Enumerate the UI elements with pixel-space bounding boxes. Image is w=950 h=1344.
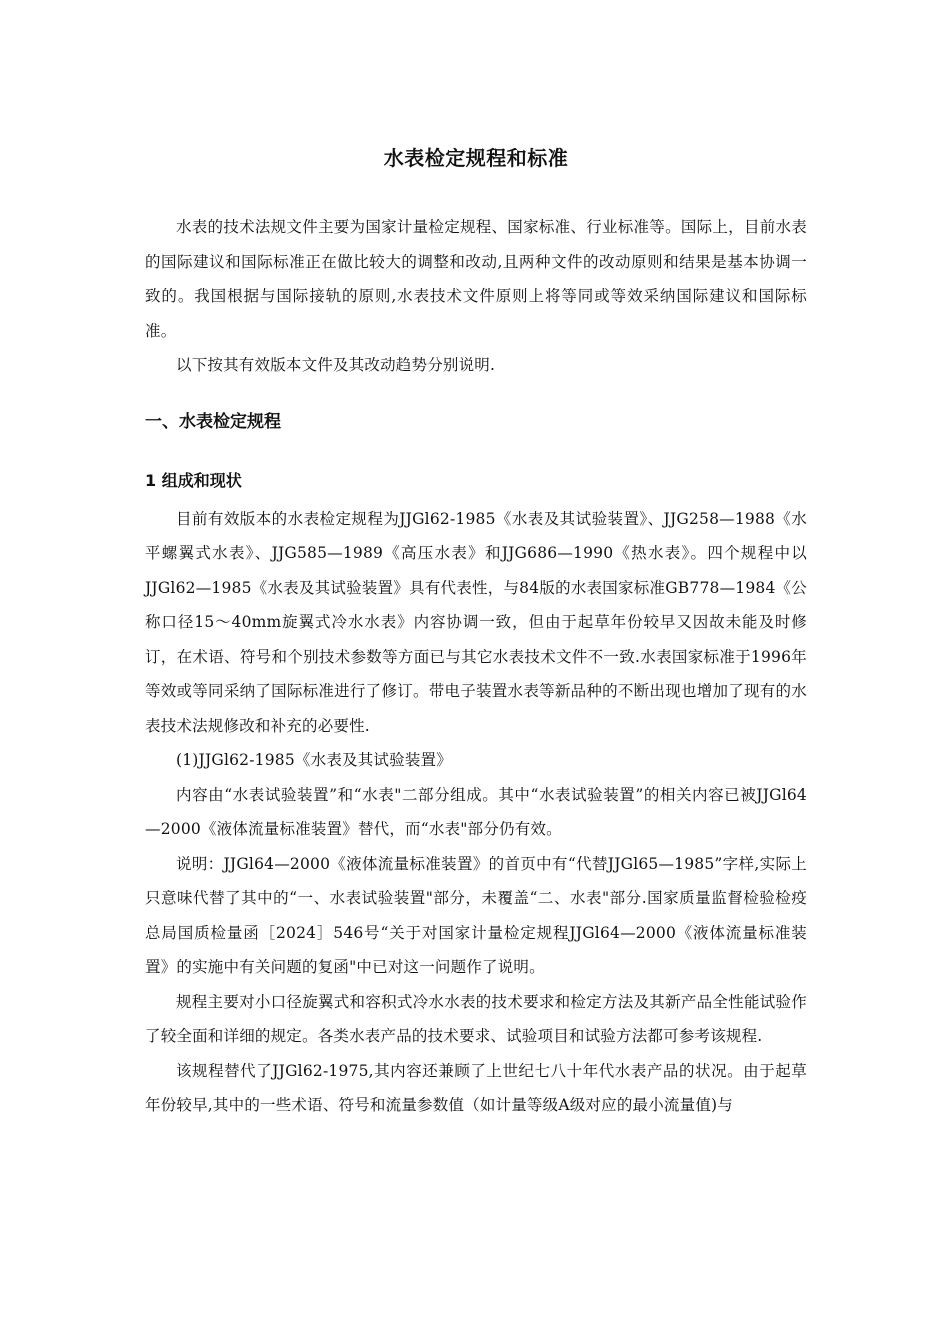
body-paragraph: 该规程替代了JJGl62-1975,其内容还兼顾了上世纪七八十年代水表产品的状况。由于起草年份较早,其中的一些术语、符号和流量参数值（如计量等级A级对应的最小流量值)与 bbox=[145, 1061, 807, 1114]
body-paragraph: 说明：JJGl64—2000《液体流量标准装置》的首页中有“代替JJGl65—1985”字样,实际上只意味代替了其中的“一、水表试验装置"部分，未覆盖“二、水表"部分.国家质量监督检验检疫总局国质检量函［2024］546号“关于对国家计量检定规程JJGl64—2000《液体流量标准装置》的实施中有关问题的复函"中已对这一问题作了说明。 bbox=[145, 854, 807, 976]
body-paragraph: 目前有效版本的水表检定规程为JJGl62-1985《水表及其试验装置》、JJG258—1988《水平螺翼式水表》、JJG585—1989《高压水表》和JJG686—1990《热水表》。四个规程中以JJGl62—1985《水表及其试验装置》具有代表性，与84版的水表国家标准GB778—1984《公称口径15～40mm旋翼式冷水水表》内容协调一致，但由于起草年份较早又因故未能及时修订，在术语、符号和个别技术参数等方面已与其它水表技术文件不一致.水表国家标准于1996年等效或等同采纳了国际标准进行了修订。带电子装置水表等新品种的不断出现也增加了现有的水表技术法规修改和补充的必要性. bbox=[145, 509, 807, 735]
subsection-heading: 1 组成和现状 bbox=[145, 470, 242, 490]
intro-paragraph: 水表的技术法规文件主要为国家计量检定规程、国家标准、行业标准等。国际上，目前水表的国际建议和国际标准正在做比较大的调整和改动,且两种文件的改动原则和结果是基本协调一致的。我国根据与国际接轨的原则,水表技术文件原则上将等同或等效采纳国际建议和国际标准。 bbox=[145, 218, 807, 340]
section-heading: 一、水表检定规程 bbox=[145, 411, 281, 432]
body-paragraph: 内容由“水表试验装置”和“水表"二部分组成。其中“水表试验装置”的相关内容已被JJGl64—2000《液体流量标准装置》替代，而“水表"部分仍有效。 bbox=[145, 785, 807, 838]
body-paragraph: (1)JJGl62-1985《水表及其试验装置》 bbox=[176, 751, 452, 769]
document-body bbox=[145, 140, 807, 1123]
body-paragraph: 规程主要对小口径旋翼式和容积式冷水水表的技术要求和检定方法及其新产品全性能试验作了较全面和详细的规定。各类水表产品的技术要求、试验项目和试验方法都可参考该规程. bbox=[145, 992, 807, 1045]
document-title: 水表检定规程和标准 bbox=[383, 146, 569, 170]
intro-paragraph: 以下按其有效版本文件及其改动趋势分别说明. bbox=[176, 356, 496, 374]
